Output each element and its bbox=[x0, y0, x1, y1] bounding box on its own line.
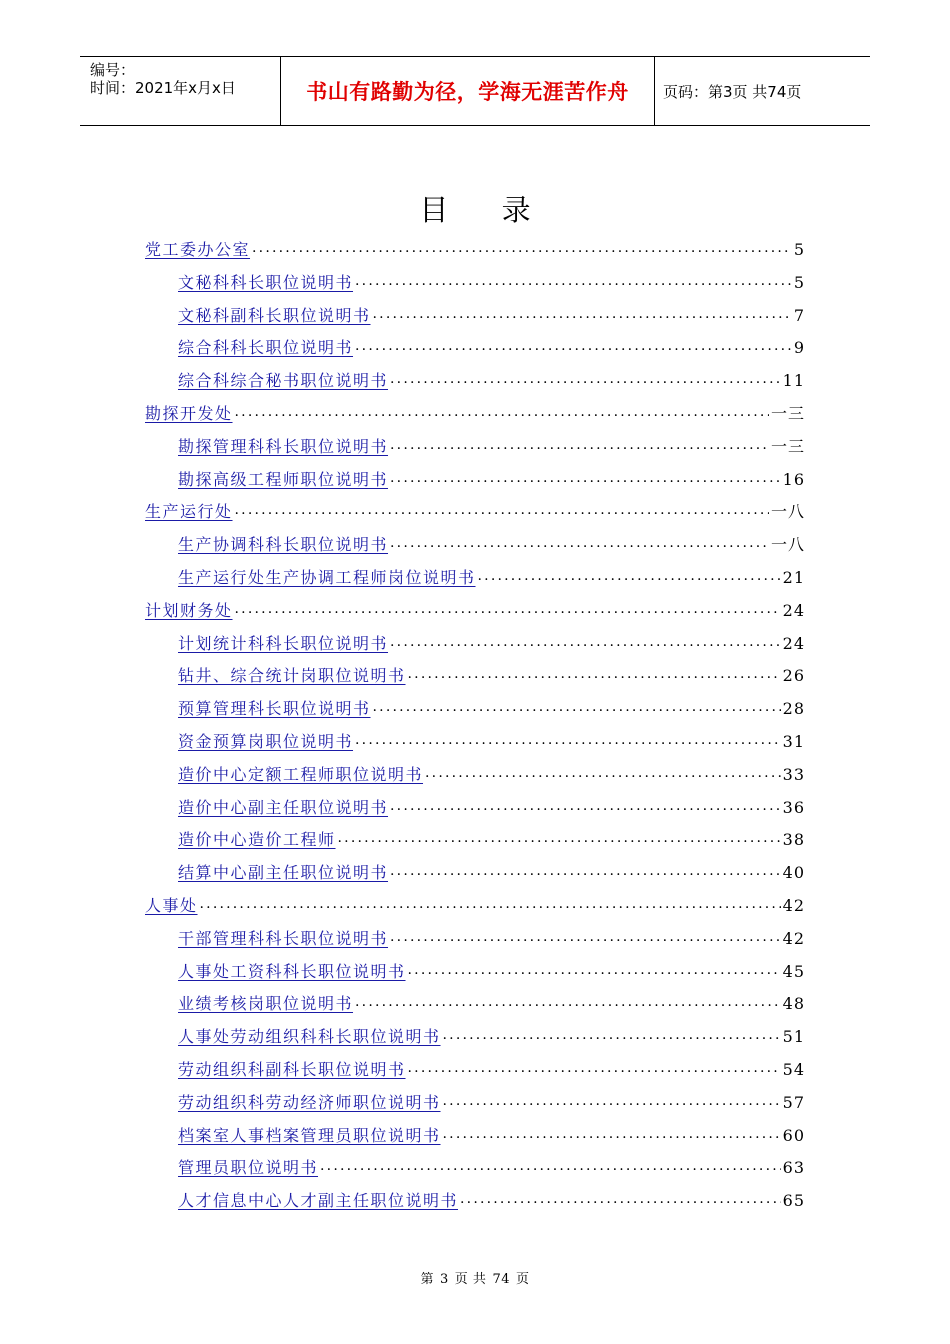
toc-entry-link[interactable]: 生产运行处生产协调工程师岗位说明书 bbox=[178, 568, 476, 587]
toc-dot-leader bbox=[390, 632, 781, 652]
toc-entry-link[interactable]: 人才信息中心人才副主任职位说明书 bbox=[178, 1191, 459, 1211]
toc-entry-link[interactable]: 综合科科长职位说明书 bbox=[178, 338, 354, 358]
toc-entry-link[interactable]: 生产运行处 bbox=[145, 502, 233, 522]
toc-entry-link[interactable]: 文秘科副科长职位说明书 bbox=[178, 305, 371, 325]
toc-page-number: 9 bbox=[793, 338, 805, 358]
toc-entry-link[interactable]: 档案室人事档案管理员职位说明书 bbox=[178, 1125, 441, 1145]
toc-page-number: 24 bbox=[782, 633, 805, 653]
toc-page-number: 40 bbox=[782, 863, 805, 883]
toc-entry-link[interactable]: 计划统计科科长职位说明书 bbox=[178, 633, 389, 653]
toc-entry-link[interactable]: 业绩考核岗职位说明书 bbox=[178, 994, 354, 1014]
toc-subsection-entry[interactable] bbox=[178, 925, 805, 949]
toc-entry-link[interactable]: 结算中心副主任职位说明书 bbox=[178, 863, 389, 883]
toc-page-number: 51 bbox=[782, 1027, 805, 1047]
header-number-label: 编号： bbox=[90, 61, 136, 79]
toc-page-number: 24 bbox=[782, 600, 805, 620]
toc-dot-leader bbox=[235, 599, 781, 619]
toc-dot-leader bbox=[235, 500, 769, 520]
toc-subsection-entry[interactable] bbox=[178, 531, 805, 555]
toc-dot-leader bbox=[338, 828, 781, 848]
toc-subsection-entry[interactable] bbox=[178, 466, 805, 490]
toc-section-entry[interactable] bbox=[145, 498, 805, 522]
toc-entry-link[interactable]: 人事处工资科科长职位说明书 bbox=[178, 961, 406, 981]
toc-subsection-entry[interactable] bbox=[178, 433, 805, 457]
toc-entry-link[interactable]: 造价中心副主任职位说明书 bbox=[178, 797, 389, 817]
toc-dot-leader bbox=[460, 1189, 781, 1209]
toc-dot-leader bbox=[478, 566, 781, 586]
toc-dot-leader bbox=[200, 894, 781, 914]
toc-dot-leader bbox=[252, 238, 792, 258]
toc-entry-link[interactable]: 劳动组织科副科长职位说明书 bbox=[178, 1060, 406, 1079]
toc-page-number: 38 bbox=[782, 830, 805, 850]
toc-dot-leader bbox=[443, 1091, 781, 1111]
toc-entry-link[interactable]: 党工委办公室 bbox=[145, 240, 251, 259]
toc-page-number: 63 bbox=[782, 1158, 805, 1178]
toc-entry-link[interactable]: 劳动组织科劳动经济师职位说明书 bbox=[178, 1092, 441, 1112]
toc-page-number: 42 bbox=[782, 928, 805, 948]
toc-page-number: 5 bbox=[793, 272, 805, 292]
toc-page-number: 48 bbox=[782, 994, 805, 1014]
footer-page-number: 3 bbox=[440, 1272, 449, 1287]
toc-subsection-entry[interactable] bbox=[178, 1056, 805, 1080]
toc-subsection-entry[interactable] bbox=[178, 302, 805, 326]
toc-page-number: 一八 bbox=[770, 535, 805, 555]
toc-dot-leader bbox=[355, 336, 792, 356]
toc-entry-link[interactable]: 钻井、综合统计岗职位说明书 bbox=[178, 666, 406, 686]
toc-page-number: 一三 bbox=[770, 436, 805, 456]
toc-entry-link[interactable]: 造价中心定额工程师职位说明书 bbox=[178, 764, 424, 784]
toc-page-number: 36 bbox=[782, 797, 805, 817]
toc-dot-leader bbox=[320, 1156, 781, 1176]
toc-subsection-entry[interactable] bbox=[178, 859, 805, 883]
toc-subsection-entry[interactable] bbox=[178, 1154, 805, 1178]
toc-entry-link[interactable]: 勘探高级工程师职位说明书 bbox=[178, 469, 389, 489]
toc-page-number: 31 bbox=[782, 732, 805, 751]
toc-entry-link[interactable]: 造价中心造价工程师 bbox=[178, 830, 336, 850]
toc-subsection-entry[interactable] bbox=[178, 761, 805, 785]
toc-subsection-entry[interactable] bbox=[178, 269, 805, 293]
toc-page-number: 57 bbox=[782, 1092, 805, 1112]
toc-entry-link[interactable]: 预算管理科长职位说明书 bbox=[178, 699, 371, 719]
footer-middle: 页 共 bbox=[454, 1272, 487, 1287]
toc-entry-link[interactable]: 资金预算岗职位说明书 bbox=[178, 732, 354, 751]
toc-page-number: 一三 bbox=[770, 404, 805, 423]
toc-subsection-entry[interactable] bbox=[178, 826, 805, 850]
toc-subsection-entry[interactable] bbox=[178, 662, 805, 686]
toc-page-number: 16 bbox=[782, 469, 805, 489]
toc-page-number: 45 bbox=[782, 961, 805, 981]
toc-page-number: 7 bbox=[793, 305, 805, 325]
toc-page-number: 5 bbox=[793, 240, 805, 259]
header-time-label: 时间：2021年x月x日 bbox=[90, 79, 236, 97]
toc-entry-link[interactable]: 计划财务处 bbox=[145, 600, 233, 620]
toc-subsection-entry[interactable] bbox=[178, 1089, 805, 1113]
footer-total-pages: 74 bbox=[492, 1272, 510, 1287]
toc-dot-leader bbox=[390, 369, 781, 389]
toc-page-number: 11 bbox=[782, 371, 805, 391]
toc-subsection-entry[interactable] bbox=[178, 728, 805, 752]
toc-dot-leader bbox=[425, 763, 781, 783]
toc-section-entry[interactable] bbox=[145, 400, 805, 424]
toc-section-entry[interactable] bbox=[145, 597, 805, 621]
toc-subsection-entry[interactable] bbox=[178, 334, 805, 358]
toc-page-number: 28 bbox=[782, 699, 805, 719]
toc-subsection-entry[interactable] bbox=[178, 630, 805, 654]
toc-dot-leader bbox=[390, 435, 769, 455]
toc-dot-leader bbox=[390, 796, 781, 816]
toc-entry-link[interactable]: 生产协调科科长职位说明书 bbox=[178, 535, 389, 555]
toc-dot-leader bbox=[355, 730, 781, 750]
toc-subsection-entry[interactable] bbox=[178, 1122, 805, 1146]
toc-page-number: 26 bbox=[782, 666, 805, 686]
toc-subsection-entry[interactable] bbox=[178, 1023, 805, 1047]
footer-prefix: 第 bbox=[420, 1272, 435, 1287]
toc-section-entry[interactable] bbox=[145, 892, 805, 916]
toc-dot-leader bbox=[373, 304, 792, 324]
header-meta bbox=[80, 57, 281, 125]
toc-dot-leader bbox=[355, 271, 792, 291]
toc-page-number: 一八 bbox=[770, 502, 805, 522]
toc-page-number: 65 bbox=[782, 1191, 805, 1211]
toc-page-number: 33 bbox=[782, 764, 805, 784]
toc-entry-link[interactable]: 综合科综合秘书职位说明书 bbox=[178, 371, 389, 391]
toc-section-entry[interactable] bbox=[145, 236, 805, 260]
footer-suffix: 页 bbox=[515, 1272, 530, 1287]
toc-dot-leader bbox=[235, 402, 769, 422]
toc-subsection-entry[interactable] bbox=[178, 794, 805, 818]
page-footer bbox=[0, 1268, 950, 1287]
toc-dot-leader bbox=[390, 927, 781, 947]
toc-page-number: 21 bbox=[782, 568, 805, 587]
toc-subsection-entry[interactable] bbox=[178, 958, 805, 982]
toc-page-number: 42 bbox=[782, 896, 805, 915]
toc-page-number: 54 bbox=[782, 1060, 805, 1079]
toc-dot-leader bbox=[408, 1058, 781, 1078]
toc-subsection-entry[interactable] bbox=[178, 1187, 805, 1211]
toc-subsection-entry[interactable] bbox=[178, 695, 805, 719]
toc-page-number: 60 bbox=[782, 1125, 805, 1145]
toc-subsection-entry[interactable] bbox=[178, 564, 805, 588]
toc-dot-leader bbox=[443, 1025, 781, 1045]
toc-subsection-entry[interactable] bbox=[178, 990, 805, 1014]
toc-entry-link[interactable]: 人事处劳动组织科科长职位说明书 bbox=[178, 1027, 441, 1047]
toc-title: 目 录 bbox=[419, 193, 553, 227]
toc-dot-leader bbox=[355, 992, 781, 1012]
toc-entry-link[interactable]: 人事处 bbox=[145, 896, 198, 915]
toc-dot-leader bbox=[443, 1124, 781, 1144]
toc-entry-link[interactable]: 管理员职位说明书 bbox=[178, 1158, 319, 1178]
header-page-info: 页码：第3页 共74页 bbox=[663, 82, 802, 101]
header-motto: 书山有路勤为径，学海无涯苦作舟 bbox=[281, 57, 655, 125]
toc-dot-leader bbox=[390, 468, 781, 488]
toc-subsection-entry[interactable] bbox=[178, 367, 805, 391]
toc-dot-leader bbox=[390, 533, 769, 553]
toc-dot-leader bbox=[408, 664, 781, 684]
toc-entry-link[interactable]: 文秘科科长职位说明书 bbox=[178, 272, 354, 292]
toc-dot-leader bbox=[408, 960, 781, 980]
page-header bbox=[80, 56, 870, 126]
toc-dot-leader bbox=[390, 861, 781, 881]
toc-entry-link[interactable]: 勘探开发处 bbox=[145, 404, 233, 423]
toc-entry-link[interactable]: 勘探管理科科长职位说明书 bbox=[178, 436, 389, 456]
toc-dot-leader bbox=[373, 697, 781, 717]
toc-entry-link[interactable]: 干部管理科科长职位说明书 bbox=[178, 928, 389, 948]
